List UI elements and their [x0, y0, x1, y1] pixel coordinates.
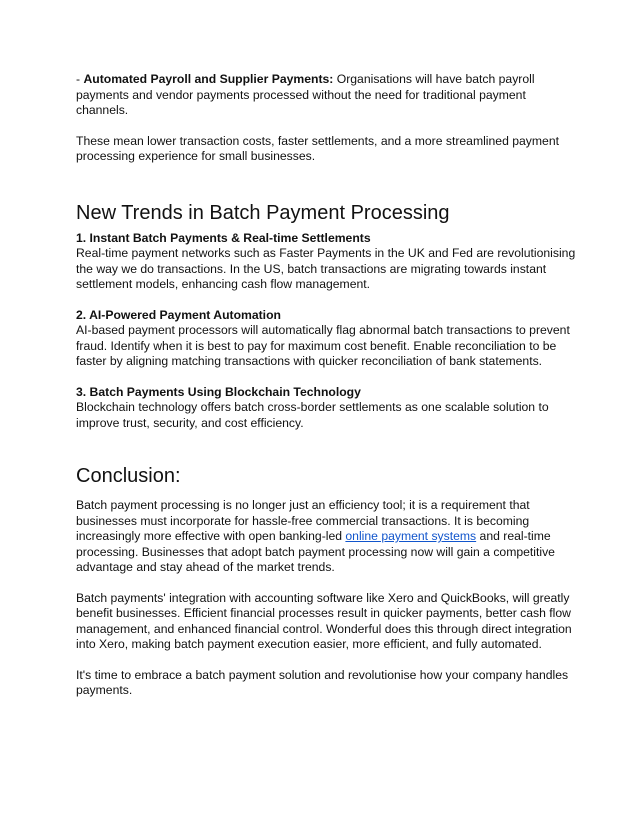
trend-title: 2. AI-Powered Payment Automation: [76, 307, 281, 322]
trend-item: [76, 231, 576, 293]
online-payment-systems-link[interactable]: online payment systems: [345, 529, 477, 543]
conclusion-p1-after: and real-time processing. Businesses that adopt batch payment processing now will gain a competitive advantage and stay ahead of the market trends.: [76, 529, 555, 574]
automated-payments-bullet: [76, 72, 576, 119]
conclusion-p1-before: Batch payment processing is no longer just an efficiency tool; it is a requirement that businesses must incorporate for hassle-free commercial transactions. It is becoming increasingly more effective with open banking-led: [76, 498, 530, 543]
trend-body: Blockchain technology offers batch cross-border settlements as one scalable solution to improve trust, security, and cost efficiency.: [76, 400, 549, 430]
conclusion-heading: Conclusion:: [76, 465, 181, 487]
trend-body: Real-time payment networks such as Faster Payments in the UK and Fed are revolutionising the way we do transactions. In the US, batch transactions are migrating towards instant settlement models, enhancing cash flow management.: [76, 246, 576, 291]
conclusion-paragraph-1: [76, 498, 576, 576]
trend-title: 3. Batch Payments Using Blockchain Technology: [76, 384, 361, 399]
bullet-bold-lead: Automated Payroll and Supplier Payments:: [83, 72, 334, 86]
trend-item: [76, 385, 576, 432]
conclusion-paragraph-3: It's time to embrace a batch payment solution and revolutionise how your company handles payments.: [76, 667, 569, 697]
trends-heading: New Trends in Batch Payment Processing: [76, 201, 450, 224]
trend-body: AI-based payment processors will automatically flag abnormal batch transactions to prevent fraud. Identify when it is best to pay for maximum cost benefit. Enable reconciliation to be faster by aligning matching transactions with quicker reconciliation of bank statements.: [76, 323, 570, 368]
summary-paragraph: These mean lower transaction costs, faster settlements, and a more streamlined payment processing experience for small businesses.: [76, 133, 559, 163]
conclusion-paragraph-2: Batch payments' integration with accounting software like Xero and QuickBooks, will greatly benefit businesses. Efficient financial processes result in quicker payments, better cash flow management, and enhanced financial control. Wonderful does this through direct integration into Xero, making batch payment execution easier, more efficient, and fully automated.: [76, 590, 572, 651]
trend-title: 1. Instant Batch Payments & Real-time Settlements: [76, 230, 371, 245]
bullet-text: Organisations will have batch payroll payments and vendor payments processed without the need for traditional payment channels.: [76, 72, 535, 117]
trend-item: [76, 308, 576, 370]
bullet-prefix: -: [76, 72, 84, 86]
